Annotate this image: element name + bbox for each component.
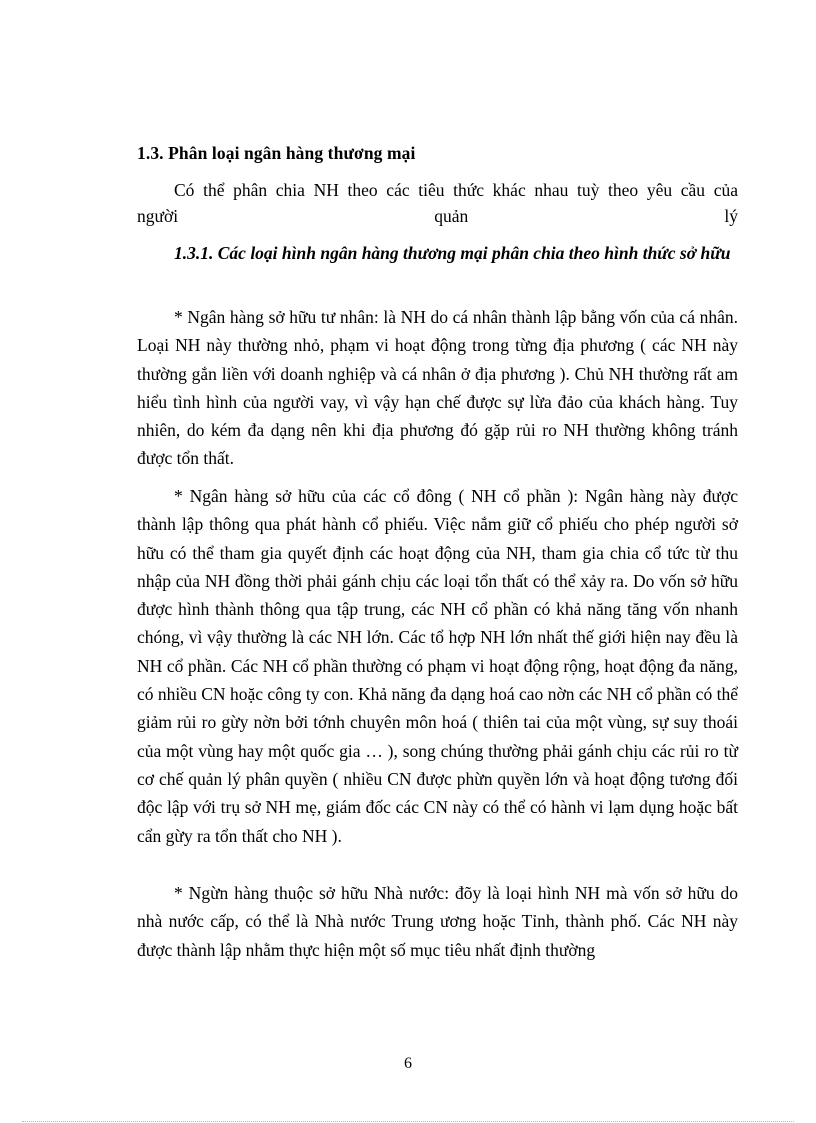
- intro-word: lý: [724, 206, 738, 226]
- page-bottom-divider: [22, 1121, 794, 1122]
- intro-paragraph-line: Có thể phân chia NH theo các tiêu thức khác nhau tuỳ theo yêu cầu của: [174, 180, 738, 200]
- paragraph-joint-stock-bank: * Ngân hàng sở hữu của các cổ đông ( NH cổ phần ): Ngân hàng này được thành lập thông qua phát hành cổ phiếu. Việc nắm giữ cổ phiếu cho phép người sở hữu có thể tham gia quyết định các hoạt động của NH, tham gia chia cổ tức từ thu nhập của NH đồng thời phải gánh chịu các loại tổn thất có thể xảy ra. Do vốn sở hữu được hình thành thông qua tập trung, các NH cổ phần có khả năng tăng vốn nhanh chóng, vì vậy thường là các NH lớn. Các tổ hợp NH lớn nhất thế giới hiện nay đều là NH cổ phần. Các NH cổ phần thường có phạm vi hoạt động rộng, hoạt động đa năng, có nhiều CN hoặc công ty con. Khả năng đa dạng hoá cao nờn các NH cổ phần có thể giảm rủi ro gừy nờn bởi tớnh chuyên môn hoá ( thiên tai của một vùng, sự suy thoái của một vùng hay một quốc gia … ), song chúng thường phải gánh chịu các rủi ro từ cơ chế quản lý phân quyền ( nhiều CN được phừn quyền lớn và hoạt động tương đối độc lập với trụ sở NH mẹ, giám đốc các CN này có thể có hành vi lạm dụng hoặc bất cẩn gừy ra tổn thất cho NH ).: [137, 486, 738, 846]
- intro-word: quản: [434, 206, 469, 226]
- section-heading: 1.3. Phân loại ngân hàng thương mại: [137, 143, 416, 163]
- paragraph-private-bank: * Ngân hàng sở hữu tư nhân: là NH do cá nhân thành lập bằng vốn của cá nhân. Loại NH này thường nhỏ, phạm vi hoạt động trong từng địa phương ( các NH này thường gắn liền với doanh nghiệp và cá nhân ở địa phương ). Chủ NH thường rất am hiểu tình hình của người vay, vì vậy hạn chế được sự lừa đảo của khách hàng. Tuy nhiên, do kém đa dạng nên khi địa phương đó gặp rủi ro NH thường không tránh được tổn thất.: [137, 307, 738, 469]
- intro-continuation-line: [137, 204, 738, 228]
- paragraph-state-bank: * Ngừn hàng thuộc sở hữu Nhà nước: đõy là loại hình NH mà vốn sở hữu do nhà nước cấp, có thể là Nhà nước Trung ương hoặc Tỉnh, thành phố. Các NH này được thành lập nhằm thực hiện một số mục tiêu nhất định thường: [137, 883, 738, 960]
- page-number: 6: [404, 1055, 412, 1072]
- subsection-heading: 1.3.1. Các loại hình ngân hàng thương mại phân chia theo hình thức sở hữu: [174, 243, 731, 263]
- intro-word: người: [137, 206, 179, 226]
